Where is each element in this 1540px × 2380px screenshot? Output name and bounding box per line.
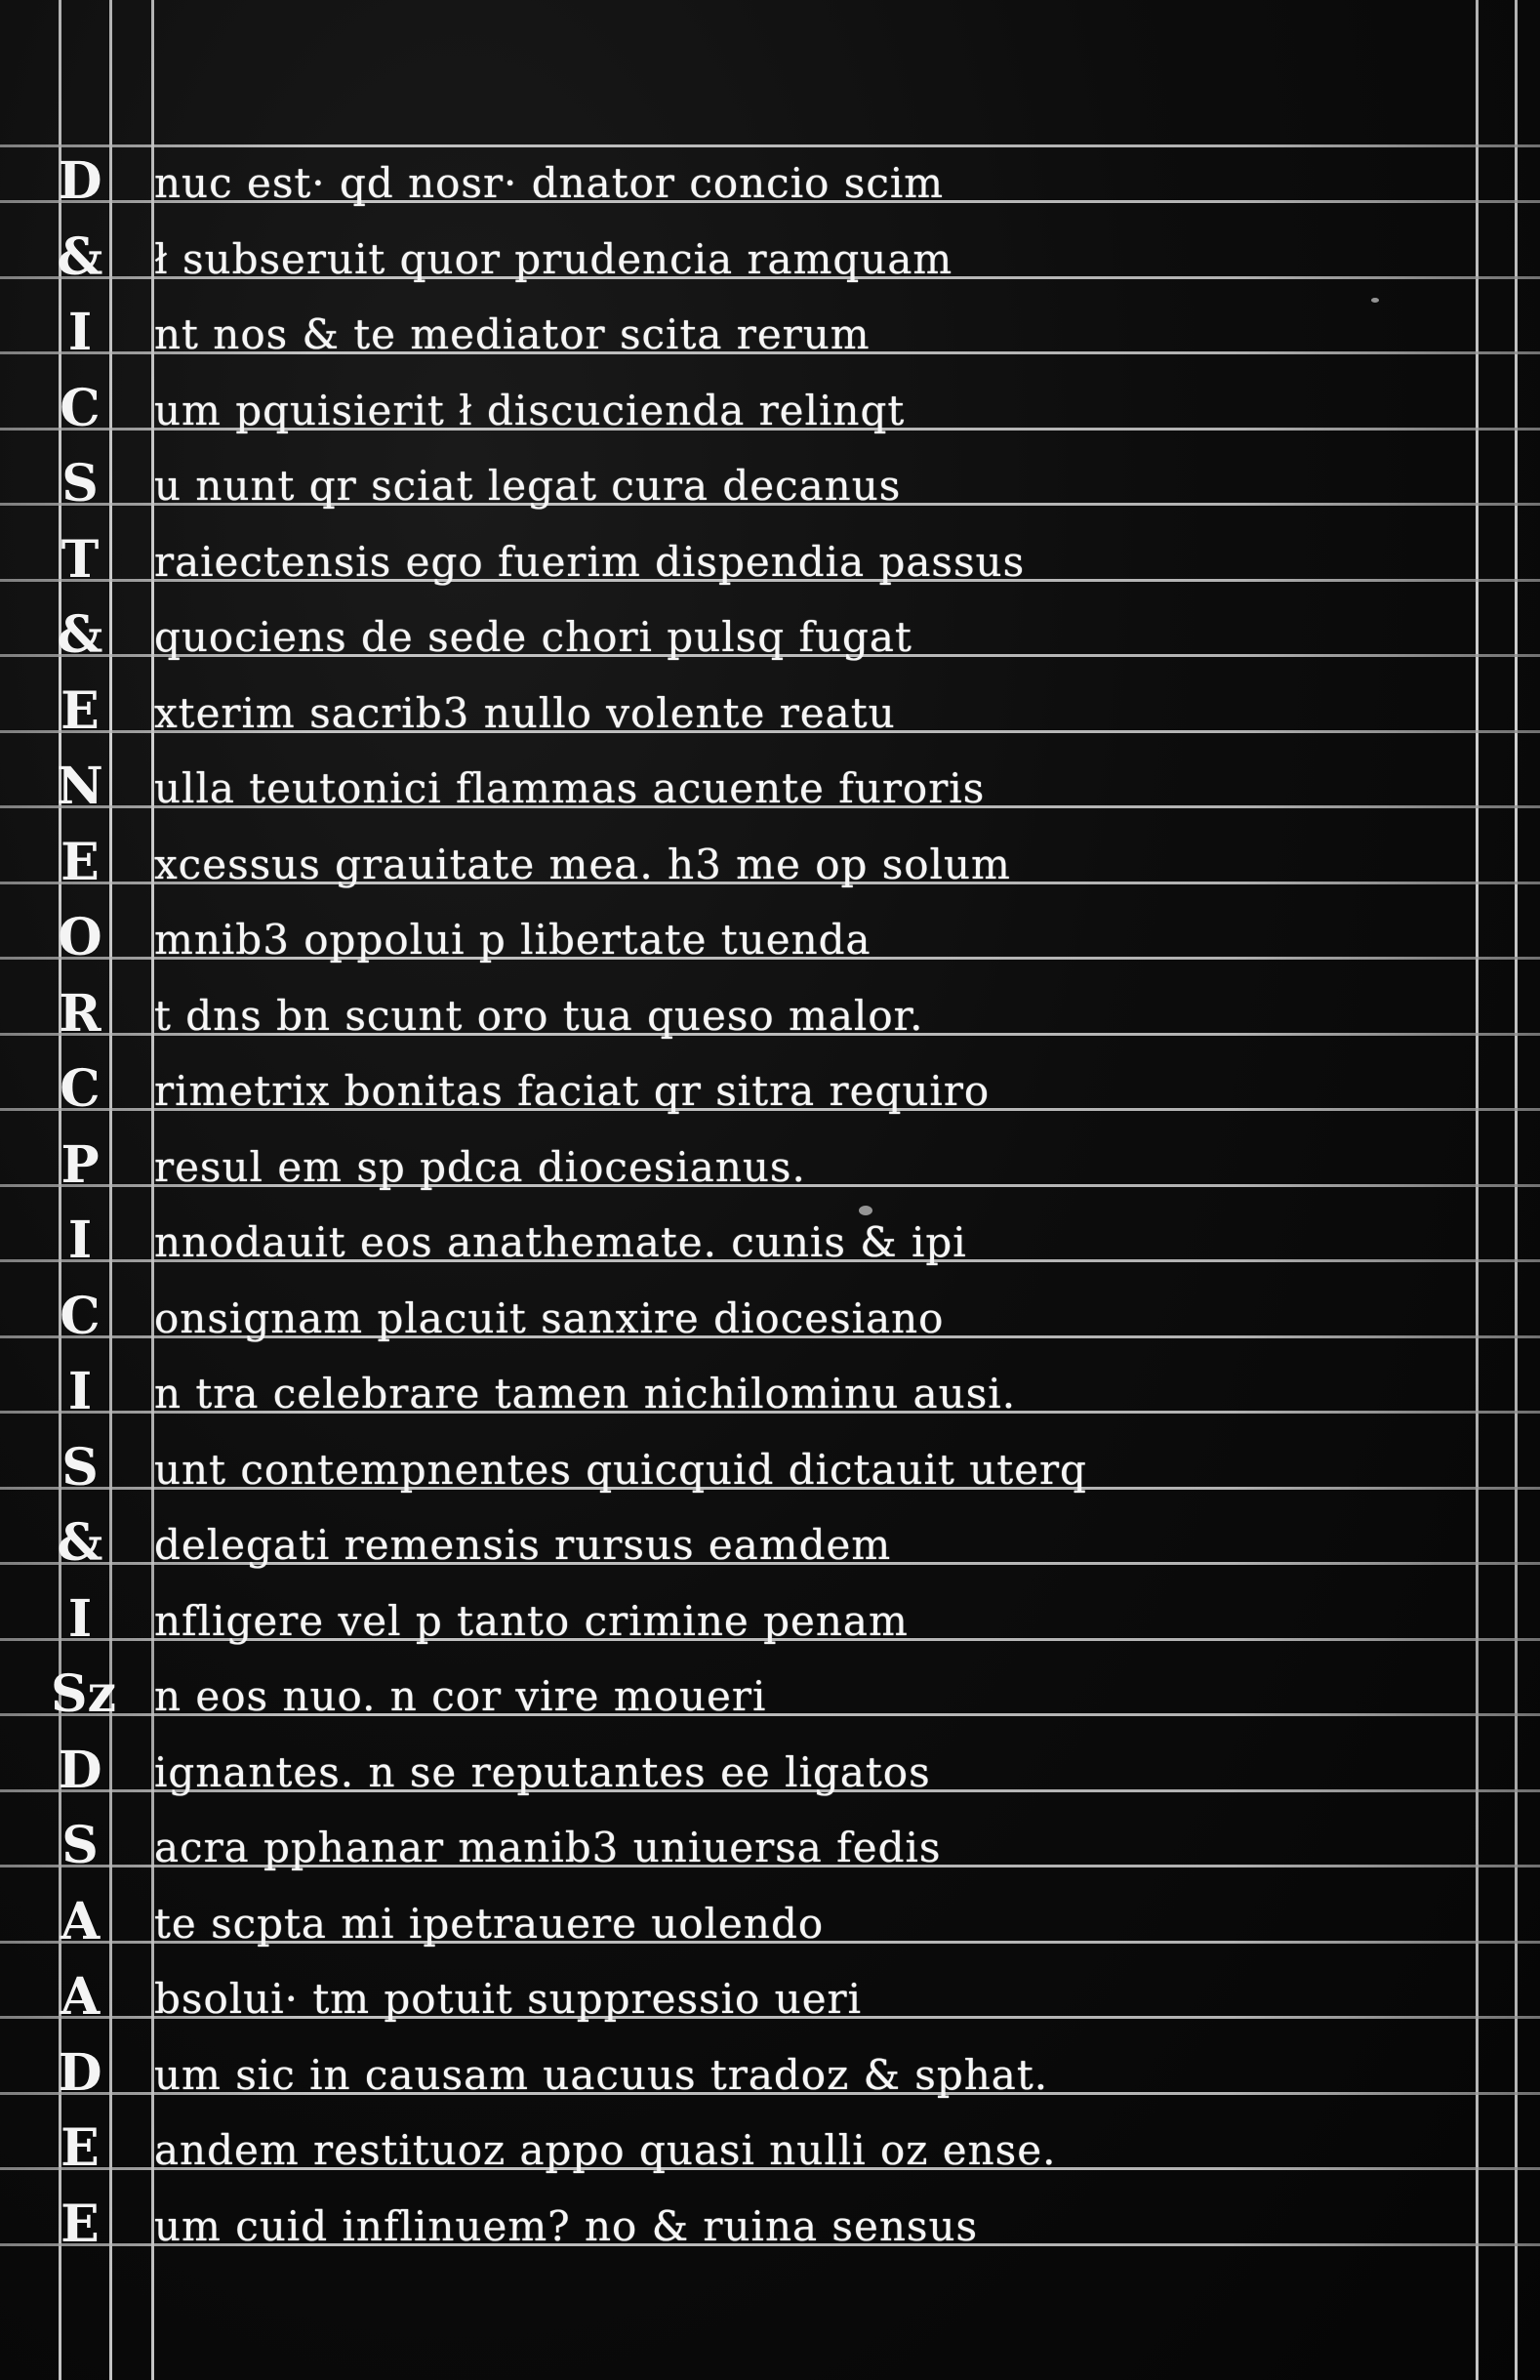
line-text: acra pphanar manib3 uniuersa fedis [154, 1824, 942, 1871]
line-initial: A [60, 1891, 101, 1951]
line-initial: C [60, 1286, 101, 1346]
line-text: onsignam placuit sanxire diocesiano [154, 1293, 945, 1342]
line-text: um cuid inflinuem? no & ruina sensus [154, 2201, 979, 2250]
manuscript-line [0, 1206, 1540, 1281]
manuscript-line [0, 1811, 1540, 1886]
manuscript-line [0, 374, 1540, 449]
manuscript-line [0, 1887, 1540, 1962]
line-text: ł subseruit quor prudencia ramquam [154, 234, 953, 283]
manuscript-line [0, 223, 1540, 298]
manuscript-line [0, 1433, 1540, 1508]
line-text: xterim sacrib3 nullo volente reatu [154, 688, 896, 737]
manuscript-line [0, 449, 1540, 524]
line-text: um sic in causam uacuus tradoz & sphat. [154, 2050, 1049, 2099]
line-text: nnodauit eos anathemate. cunis & ipi [154, 1218, 967, 1266]
ink-speck [1371, 298, 1379, 303]
manuscript-line [0, 828, 1540, 903]
manuscript-line [0, 903, 1540, 978]
line-text: bsolui· tm potuit suppressio ueri [154, 1975, 863, 2023]
line-initial: S [61, 454, 99, 513]
line-text: raiectensis ego fuerim dispendia passus [154, 537, 1026, 586]
line-text: andem restituoz appo quasi nulli oz ense. [154, 2126, 1057, 2174]
line-text: ignantes. n se reputantes ee ligatos [154, 1747, 931, 1796]
manuscript-line [0, 1508, 1540, 1583]
line-initial: P [61, 1134, 100, 1195]
line-initial: C [60, 1059, 101, 1119]
manuscript-line [0, 752, 1540, 827]
manuscript-line [0, 146, 1540, 222]
manuscript-line [0, 2113, 1540, 2189]
line-initial: T [61, 529, 100, 590]
line-text: ulla teutonici flammas acuente furoris [154, 764, 986, 812]
manuscript-line [0, 1584, 1540, 1660]
line-initial: S [61, 1437, 99, 1498]
line-text: unt contempnentes quicquid dictauit uterq [154, 1445, 1087, 1494]
manuscript-line [0, 600, 1540, 676]
manuscript-line [0, 677, 1540, 752]
line-text: xcessus grauitate mea. h3 me op solum [154, 840, 1011, 888]
line-initial: I [67, 1588, 93, 1649]
manuscript-line [0, 525, 1540, 600]
line-text: mnib3 oppolui p libertate tuenda [154, 916, 871, 964]
line-initial: & [57, 605, 103, 665]
line-initial: N [57, 757, 103, 816]
manuscript-line [0, 1962, 1540, 2037]
line-initial: O [58, 908, 102, 967]
line-text: t dns bn scunt oro tua queso malor. [154, 991, 924, 1040]
manuscript-line [0, 1130, 1540, 1206]
line-text: u nunt qr sciat legat cura decanus [154, 462, 902, 510]
line-text: nuc est· qd nosr· dnator concio scim [154, 159, 945, 207]
line-initial: Sz [51, 1664, 117, 1724]
line-initial: C [60, 378, 101, 438]
manuscript-line [0, 1357, 1540, 1432]
manuscript-line [0, 1054, 1540, 1129]
line-initial: E [61, 2194, 100, 2254]
line-text: n tra celebrare tamen nichilominu ausi. [154, 1370, 1017, 1417]
line-text: um pquisierit ł discucienda relinqt [154, 386, 906, 434]
line-initial: A [60, 1967, 101, 2027]
line-initial: D [58, 151, 102, 211]
manuscript-line [0, 979, 1540, 1054]
line-initial: E [61, 680, 100, 741]
line-text: quociens de sede chori pulsq fugat [154, 613, 912, 661]
line-initial: S [61, 1816, 99, 1875]
line-text: resul em sp pdca diocesianus. [154, 1142, 806, 1191]
manuscript-line [0, 1736, 1540, 1811]
line-initial: D [58, 1740, 102, 1800]
line-text: n eos nuo. n cor vire moueri [154, 1672, 767, 1720]
line-initial: I [67, 1362, 93, 1421]
line-initial: & [57, 1513, 103, 1573]
line-initial: E [61, 2118, 100, 2178]
line-initial: I [67, 1211, 93, 1270]
line-text: nt nos & te mediator scita rerum [154, 310, 871, 358]
manuscript-line [0, 1660, 1540, 1735]
manuscript-line [0, 298, 1540, 373]
ink-speck [859, 1206, 872, 1215]
manuscript-line [0, 2038, 1540, 2113]
line-initial: & [57, 226, 103, 287]
line-text: delegati remensis rursus eamdem [154, 1521, 892, 1569]
line-initial: I [67, 303, 93, 362]
manuscript-line [0, 1282, 1540, 1357]
line-initial: R [59, 983, 101, 1044]
manuscript-line [0, 2190, 1540, 2265]
line-text: nfligere vel p tanto crimine penam [154, 1596, 909, 1645]
line-initial: E [61, 832, 100, 892]
line-text: te scpta mi ipetrauere uolendo [154, 1899, 825, 1948]
line-text: rimetrix bonitas faciat qr sitra requiro [154, 1067, 991, 1115]
line-initial: D [58, 2042, 102, 2103]
